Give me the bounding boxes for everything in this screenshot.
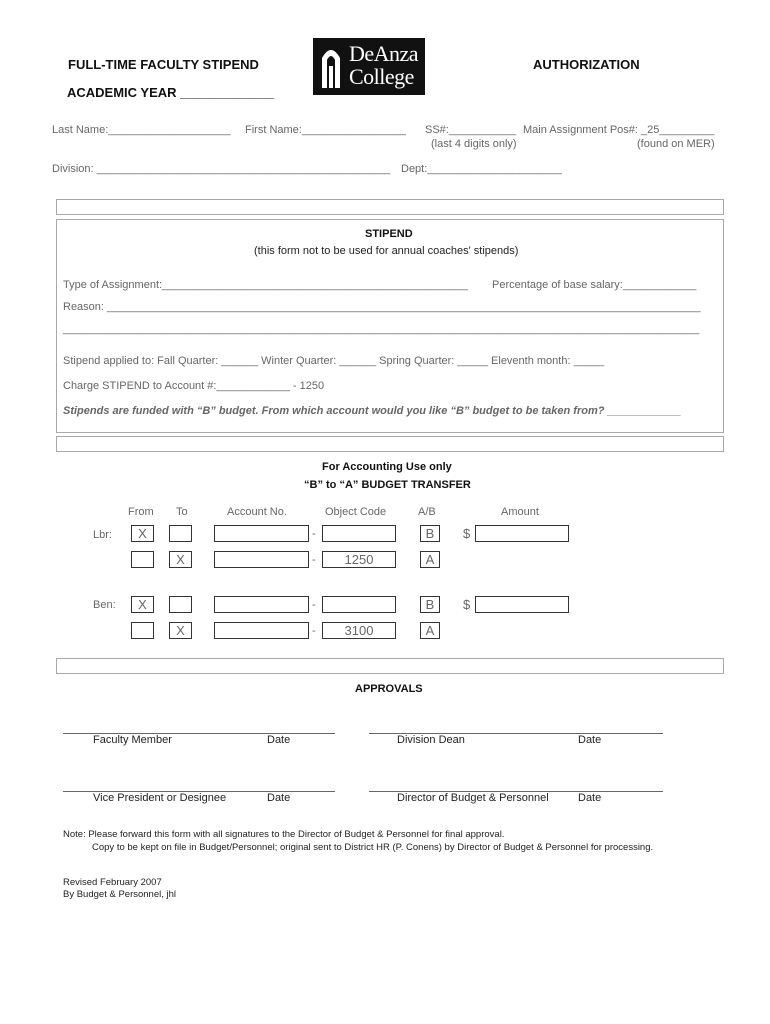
lbr-amount-input[interactable] [475, 525, 569, 542]
division-field[interactable]: Division: ________________________________________________ [52, 163, 391, 175]
column-from: From [128, 506, 154, 518]
ben-from-checkbox[interactable]: X [131, 596, 154, 613]
lbr-label: Lbr: [93, 529, 112, 541]
ben-ab-field[interactable]: B [420, 596, 440, 613]
form-title: FULL-TIME FACULTY STIPEND [68, 57, 259, 72]
lbr-ab-field[interactable]: B [420, 525, 440, 542]
stipend-subheading: (this form not to be used for annual coaches' stipends) [254, 245, 519, 257]
form-title-authorization: AUTHORIZATION [533, 57, 640, 72]
dollar-sign: $ [463, 526, 471, 541]
reason-field[interactable]: Reason: _________________________________________________________________________________________________ [63, 301, 701, 313]
column-account-no: Account No. [227, 506, 287, 518]
section-divider-bar [56, 199, 724, 215]
ben-account-no-input[interactable] [214, 622, 309, 639]
column-object-code: Object Code [325, 506, 387, 518]
dash-separator: - [312, 528, 316, 540]
lbr-account-no-input[interactable] [214, 551, 309, 568]
ss-field[interactable]: SS#:___________ [425, 124, 517, 136]
last-name-field[interactable]: Last Name:____________________ [52, 124, 231, 136]
note-line-2: Copy to be kept on file in Budget/Personnel; original sent to District HR (P. Conens) by Director of Budget & Personnel for processing. [92, 842, 654, 853]
type-of-assignment-field[interactable]: Type of Assignment:__________________________________________________ [63, 279, 468, 291]
section-divider-bar [56, 436, 724, 452]
lbr-from-checkbox[interactable] [131, 551, 154, 568]
date-label: Date [578, 792, 602, 804]
lbr-to-checkbox[interactable]: X [169, 551, 192, 568]
reason-field-line2[interactable]: ________________________________________________________________________________________________________ [63, 323, 700, 335]
division-dean-label: Division Dean [397, 734, 465, 746]
date-label: Date [578, 734, 602, 746]
date-label: Date [267, 792, 291, 804]
percentage-base-salary-field[interactable]: Percentage of base salary:____________ [492, 279, 697, 291]
section-divider-bar [56, 658, 724, 674]
dash-separator: - [312, 625, 316, 637]
ben-from-checkbox[interactable] [131, 622, 154, 639]
director-budget-personnel-label: Director of Budget & Personnel [397, 792, 549, 804]
dollar-sign: $ [463, 597, 471, 612]
dash-separator: - [312, 554, 316, 566]
dash-separator: - [312, 599, 316, 611]
note-line-1: Note: Please forward this form with all signatures to the Director of Budget & Personnel for final approval. [63, 829, 505, 840]
main-assignment-note: (found on MER) [637, 138, 715, 150]
stipend-heading: STIPEND [365, 228, 413, 240]
stipend-applied-to-field[interactable]: Stipend applied to: Fall Quarter: ______ Winter Quarter: ______ Spring Quarter: _____ Eleventh month: _____ [63, 355, 605, 367]
column-ab: A/B [418, 506, 436, 518]
column-to: To [176, 506, 188, 518]
lbr-object-code-input[interactable] [322, 525, 396, 542]
approvals-heading: APPROVALS [355, 683, 423, 695]
first-name-field[interactable]: First Name:_________________ [245, 124, 406, 136]
lbr-ab-field[interactable]: A [420, 551, 440, 568]
date-label: Date [267, 734, 291, 746]
charge-account-field[interactable]: Charge STIPEND to Account #:____________ - 1250 [63, 380, 325, 392]
author-credit: By Budget & Personnel, jhl [63, 889, 177, 900]
column-amount: Amount [501, 506, 539, 518]
lbr-to-checkbox[interactable] [169, 525, 192, 542]
dept-field[interactable]: Dept:______________________ [401, 163, 562, 175]
ben-to-checkbox[interactable]: X [169, 622, 192, 639]
lbr-account-no-input[interactable] [214, 525, 309, 542]
ben-label: Ben: [93, 599, 116, 611]
ben-object-code-input[interactable]: 3100 [322, 622, 396, 639]
ss-note: (last 4 digits only) [431, 138, 517, 150]
b-budget-funding-question[interactable]: Stipends are funded with “B” budget. From which account would you like “B” budget to be taken from? ____________ [63, 405, 681, 417]
ben-account-no-input[interactable] [214, 596, 309, 613]
budget-transfer-heading: “B” to “A” BUDGET TRANSFER [304, 479, 471, 491]
lbr-object-code-input[interactable]: 1250 [322, 551, 396, 568]
accounting-heading: For Accounting Use only [322, 461, 452, 473]
deanza-college-logo [313, 38, 425, 95]
college-arch-icon [320, 44, 342, 88]
faculty-member-label: Faculty Member [93, 734, 172, 746]
ben-to-checkbox[interactable] [169, 596, 192, 613]
main-assignment-field[interactable]: Main Assignment Pos#: _25_________ [523, 124, 715, 136]
academic-year-field[interactable]: ACADEMIC YEAR _____________ [67, 85, 275, 100]
ben-object-code-input[interactable] [322, 596, 396, 613]
logo-text-deanza: DeAnza [349, 41, 419, 66]
ben-amount-input[interactable] [475, 596, 569, 613]
lbr-from-checkbox[interactable]: X [131, 525, 154, 542]
ben-ab-field[interactable]: A [420, 622, 440, 639]
vice-president-label: Vice President or Designee [93, 792, 227, 804]
logo-text-college: College [349, 64, 414, 89]
revised-date: Revised February 2007 [63, 877, 162, 888]
